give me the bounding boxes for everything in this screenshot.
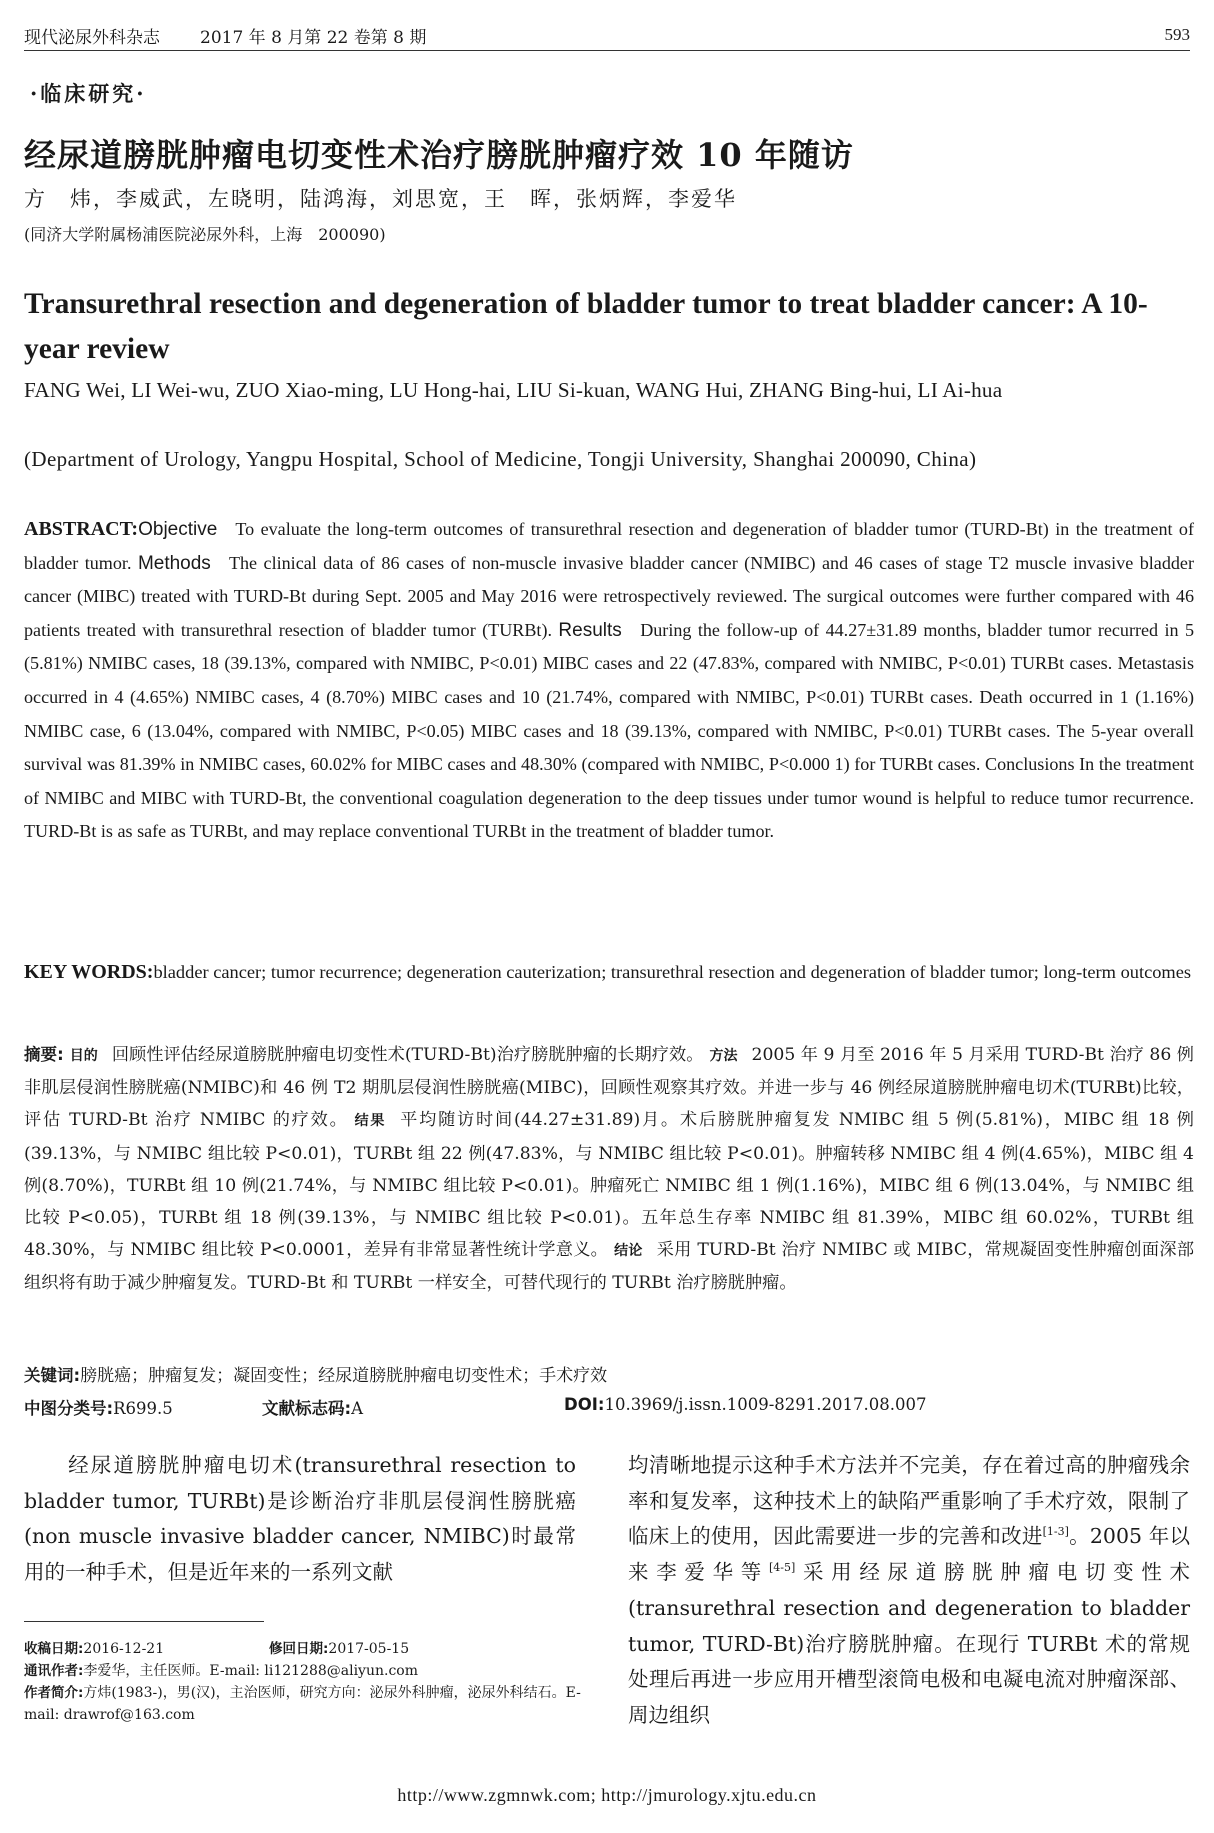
classification-line: [24, 1395, 1194, 1421]
abstract-label: ABSTRACT:: [24, 518, 139, 540]
received-label: 收稿日期:: [24, 1641, 84, 1657]
body-right-text-a: 均清晰地提示这种手术方法并不完美，存在着过高的肿瘤残余率和复发率，这种技术上的缺陷严重影响了手术疗效，限制了临床上的使用，因此需要进一步的完善和改进: [628, 1453, 1190, 1549]
issue-info: 2017 年 8 月第 22 卷第 8 期: [200, 27, 427, 48]
bio-text: 方炜(1983-)，男(汉)，主治医师，研究方向：泌尿外科肿瘤，泌尿外科结石。E-mail: drawrof@163.com: [24, 1685, 581, 1723]
english-abstract: [24, 513, 1194, 849]
author-bio: [24, 1682, 584, 1726]
english-keywords: [24, 956, 1194, 990]
conclusions-text: Conclusions In the treatment of NMIBC and MIBC with TURD-Bt, the conventional coagulation degeneration to the deep tissues under tumor wound is helpful to reduce tumor recurrence. TURD-Bt is as safe as TURBt, and may replace conventional TURBt in the treatment of bladder tumor.: [24, 754, 1194, 842]
body-right-text-b: 。2005 年以来李爱华等: [628, 1524, 1191, 1585]
body-left-text: 经尿道膀胱肿瘤电切术(transurethral resection to bladder tumor, TURBt)是诊断治疗非肌层侵润性膀胱癌(non muscle invasive bladder cancer, NMIBC)时最常用的一种手术，但是近年来的一系列文献: [24, 1453, 576, 1585]
english-title: Transurethral resection and degeneration of bladder tumor to treat bladder cancer: A 10-year review: [24, 288, 1148, 365]
zh-objective-text: 回顾性评估经尿道膀胱肿瘤电切变性术(TURD-Bt)治疗膀胱肿瘤的长期疗效。: [111, 1045, 704, 1065]
document-code: [262, 1395, 363, 1419]
chinese-authors: 方 炜，李威武，左晓明，陆鸿海，刘思宽，王 晖，张炳辉，李爱华: [24, 187, 737, 211]
corresponding-text: 李爱华，主任医师。E-mail: li121288@aliyun.com: [83, 1663, 418, 1679]
doi-label: DOI:: [564, 1395, 605, 1414]
clc-value: R699.5: [113, 1399, 173, 1418]
methods-text: The clinical data of 86 cases of non-muscle invasive bladder cancer (NMIBC) and 46 cases of stage T2 muscle invasive bladder cancer (MIBC) treated with TURD-Bt during Sept. 2005 and May 2016 were retrospectively reviewed. The surgical outcomes were further compared with 46 patients treated with transurethral resection of bladder tumor (TURBt).: [24, 552, 1194, 640]
body-right-text-c: 采用经尿道膀胱肿瘤电切变性术(transurethral resection and degeneration to bladder tumor, TURD-Bt)治疗膀胱肿瘤。在现行 TURBt 术的常规处理后再进一步应用开槽型滚筒电极和电凝电流对肿瘤深部、周边组织: [628, 1560, 1191, 1727]
chinese-abstract: [24, 1039, 1194, 1300]
footnotes: [24, 1638, 584, 1726]
running-header: [24, 22, 1190, 48]
zh-objective-label: 目的: [69, 1048, 98, 1064]
objective-text: To evaluate the long-term outcomes of transurethral resection and degeneration of bladder tumor (TURD-Bt) in the treatment of bladder tumor.: [24, 519, 1194, 573]
objective-label: Objective: [138, 519, 218, 540]
footnote-rule: [24, 1621, 264, 1622]
chinese-title: 经尿道膀胱肿瘤电切变性术治疗膀胱肿瘤疗效 10 年随访: [24, 136, 854, 174]
chinese-affiliation: (同济大学附属杨浦医院泌尿外科，上海 200090): [24, 225, 386, 244]
zh-methods-label: 方法: [709, 1048, 738, 1064]
site-footer-urls[interactable]: http://www.zgmnwk.com; http://jmurology.xjtu.edu.cn: [397, 1785, 817, 1805]
citation-ref[interactable]: [1-3]: [1042, 1525, 1069, 1539]
citation-ref[interactable]: [4-5]: [768, 1561, 796, 1575]
received-date: 2016-12-21: [83, 1641, 165, 1657]
english-authors: FANG Wei, LI Wei-wu, ZUO Xiao-ming, LU Hong-hai, LIU Si-kuan, WANG Hui, ZHANG Bing-hui, LI Ai-hua: [24, 378, 1003, 402]
zh-results-text: 平均随访时间(44.27±31.89)月。术后膀胱肿瘤复发 NMIBC 组 5 例(5.81%)，MIBC 组 18 例(39.13%，与 NMIBC 组比较 P<0.01)，TURBt 组 22 例(47.83%，与 NMIBC 组比较 P<0.01)。肿瘤转移 NMIBC 组 4 例(4.65%)，MIBC 组 4 例(8.70%)，TURBt 组 10 例(21.74%，与 NMIBC 组比较 P<0.01)。肿瘤死亡 NMIBC 组 1 例(1.16%)，MIBC 组 6 例(13.04%，与 NMIBC 组比较 P<0.05)，TURBt 组 18 例(39.13%，与 NMIBC 组比较 P<0.01)。五年总生存率 NMIBC 组 81.39%，MIBC 组 60.02%，TURBt 组 48.30%，与 NMIBC 组比较 P<0.0001，差异有非常显著性统计学意义。: [24, 1110, 1194, 1261]
zh-conclusion-label: 结论: [614, 1243, 643, 1260]
keywords-label: KEY WORDS:: [24, 961, 154, 983]
body-column-right: [628, 1448, 1190, 1734]
clc-label: 中图分类号:: [24, 1399, 114, 1418]
results-label: Results: [558, 619, 622, 641]
revised-date: 2017-05-15: [328, 1641, 410, 1657]
doi: [564, 1395, 926, 1414]
zh-abstract-label: 摘要:: [24, 1045, 64, 1064]
english-affiliation: (Department of Urology, Yangpu Hospital, School of Medicine, Tongji University, Shanghai 200090, China): [24, 447, 977, 471]
bio-label: 作者简介:: [24, 1685, 84, 1701]
journal-name: 现代泌尿外科杂志: [24, 27, 160, 48]
zh-keywords-text: 膀胱癌；肿瘤复发；凝固变性；经尿道膀胱肿瘤电切变性术；手术疗效: [80, 1366, 608, 1386]
zh-keywords-label: 关键词:: [24, 1366, 81, 1385]
doc-code-label: 文献标志码:: [262, 1399, 352, 1418]
page-number: 593: [1164, 25, 1190, 44]
results-text: During the follow-up of 44.27±31.89 months, bladder tumor recurred in 5 (5.81%) NMIBC cases, 18 (39.13%, compared with NMIBC, P<0.01) MIBC cases and 22 (47.83%, compared with NMIBC, P<0.01) TURBt cases. Metastasis occurred in 4 (4.65%) NMIBC cases, 4 (8.70%) MIBC cases and 10 (21.74%, compared with NMIBC, P<0.01) TURBt cases. Death occurred in 1 (1.16%) NMIBC case, 6 (13.04%, compared with NMIBC, P<0.05) MIBC cases and 18 (39.13%, compared with NMIBC, P<0.01) TURBt cases. The 5-year overall survival was 81.39% in NMIBC cases, 60.02% for MIBC cases and 48.30% (compared with NMIBC, P<0.000 1) for TURBt cases.: [24, 619, 1194, 775]
keywords-text: bladder cancer; tumor recurrence; degeneration cauterization; transurethral resection and degeneration of bladder tumor; long-term outcomes: [153, 962, 1192, 982]
date-line: [24, 1638, 584, 1660]
revised-label: 修回日期:: [269, 1641, 329, 1657]
methods-label: Methods: [137, 552, 211, 574]
zh-conclusion-text: 采用 TURD-Bt 治疗 NMIBC 或 MIBC，常规凝固变性肿瘤创面深部组织将有助于减少肿瘤复发。TURD-Bt 和 TURBt 一样安全，可替代现行的 TURBt 治疗膀胱肿瘤。: [24, 1240, 1195, 1294]
corresponding-label: 通讯作者:: [24, 1663, 84, 1679]
zh-methods-text: 2005 年 9 月至 2016 年 5 月采用 TURD-Bt 治疗 86 例非肌层侵润性膀胱癌(NMIBC)和 46 例 T2 期肌层侵润性膀胱癌(MIBC)，回顾性观察其疗效。并进一步与 46 例经尿道膀胱肿瘤电切术(TURBt)比较，评估 TURD-Bt 治疗 NMIBC 的疗效。: [24, 1045, 1194, 1131]
doi-value[interactable]: 10.3969/j.issn.1009-8291.2017.08.007: [604, 1395, 927, 1414]
revised: [269, 1638, 409, 1660]
chinese-keywords: [24, 1361, 1194, 1386]
column-label: ·临床研究·: [30, 81, 147, 106]
body-column-left: [24, 1448, 576, 1591]
header-rule: [24, 50, 1190, 51]
clc-number: [24, 1395, 173, 1419]
doc-code-value: A: [351, 1399, 364, 1418]
corresponding-author: [24, 1660, 584, 1682]
zh-results-label: 结果: [354, 1113, 387, 1130]
